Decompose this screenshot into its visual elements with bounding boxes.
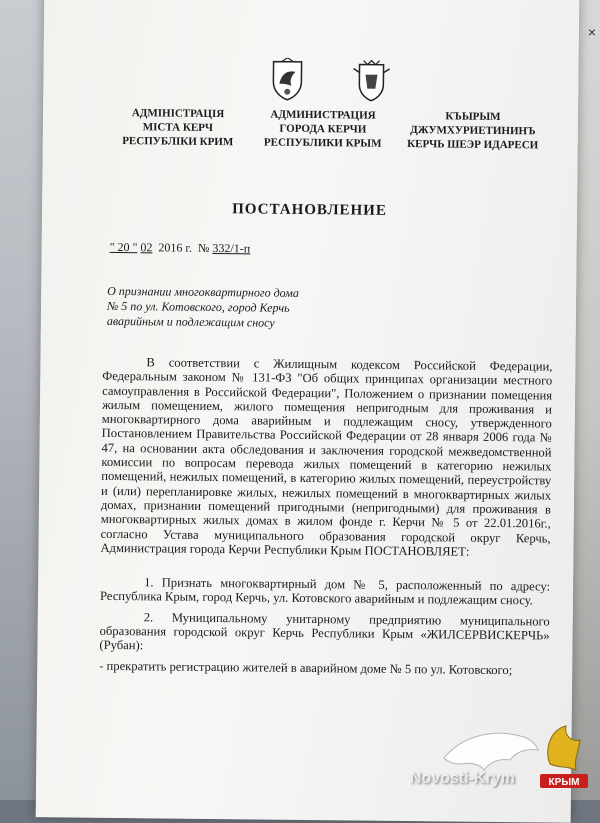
pen-mark: × — [587, 24, 596, 40]
watermark-logo-text: КРЫМ — [548, 777, 580, 788]
header-line: КЪЫРЫМ — [445, 110, 501, 124]
header-russian — [248, 107, 398, 151]
item-2-subitem: - прекратить регистрацию жителей в аварийном доме № 5 по ул. Котовского; — [99, 658, 513, 677]
document-subject — [107, 284, 299, 331]
document-page — [36, 0, 580, 823]
kerch-coat-of-arms-icon — [351, 58, 391, 102]
doc-day: " 20 " — [109, 239, 138, 255]
subject-line: № 5 по ул. Котовского, город Керчь — [106, 298, 290, 315]
document-body — [99, 355, 552, 678]
header-line: РЕСПУБЛІКИ КРИМ — [122, 135, 234, 149]
doc-year: 2016 г. — [158, 240, 193, 255]
document-title: ПОСТАНОВЛЕНИЕ — [232, 201, 387, 219]
doc-month: 02 — [140, 240, 153, 255]
header-line: ДЖУМХУРИЕТИНИНЪ — [410, 124, 536, 138]
crimea-griffin-logo-icon — [536, 720, 592, 796]
header-crimean-tatar — [398, 109, 548, 153]
subject-line: О признании многоквартирного дома — [107, 283, 299, 300]
item-2-paragraph: 2. Муниципальному унитарному предприятию муниципального образования городской округ Керчь Республики Крым «ЖИЛСЕРВИСКЕРЧЬ» (Рубан): — [99, 610, 550, 653]
doc-number-prefix: № — [197, 240, 210, 255]
dolphin-watermark-icon — [440, 718, 540, 778]
header-line: АДМІНІСТРАЦІЯ — [131, 107, 225, 121]
header-line: АДМИНИСТРАЦИЯ — [270, 108, 376, 122]
header-line: МІСТА КЕРЧ — [142, 121, 214, 134]
subject-line: аварийным и подлежащим сносу — [106, 313, 275, 330]
crimea-coat-of-arms-icon — [267, 58, 307, 102]
item-1-paragraph: 1. Признать многоквартирный дом № 5, расположенный по адресу: Республика Крым, город Керчь, ул. Котовского аварийным и подлежащим сносу. — [99, 575, 551, 608]
header-ukrainian — [103, 106, 253, 150]
doc-number: 332/1-п — [212, 240, 251, 256]
header-line: РЕСПУБЛИКИ КРЫМ — [263, 136, 382, 150]
header-line: ГОРОДА КЕРЧИ — [279, 122, 367, 136]
document-date-number — [110, 240, 251, 256]
preamble-paragraph: В соответствии с Жилищным кодексом Российской Федерации, Федеральным законом № 131-ФЗ "Об общих принципах организации местного самоуправления в Российской Федерации", Положением о признании помещения жилым помещением, жилого помещения непригодным для проживания и многоквартирного дома аварийным и подлежащим сносу, утвержденного Постановлением Правительства Российской Федерации от 28 января 2006 года № 47, на основании акта обследования и заключения городской межведомственной комиссии по вопросам перевода жилых помещений в категорию нежилых помещений, нежилых помещений, в категорию жилых помещений, переустройству и (или) перепланировке жилых, нежилых помещений в многоквартирных жилых домах, признании помещений пригодными (непригодными) для проживания в многоквартирных жилых домах в жилом фонде г. Керчи № 5 от 22.01.2016г., согласно Устава муниципального образования городской округ Керчь, Администрация города Керчи Республики Крым ПОСТАНОВЛЯЕТ: — [100, 355, 553, 559]
watermark-text: Novosti-Krym — [410, 770, 515, 787]
header-line: КЕРЧЬ ШЕЭР ИДАРЕСИ — [407, 138, 539, 152]
document-header — [43, 105, 578, 152]
